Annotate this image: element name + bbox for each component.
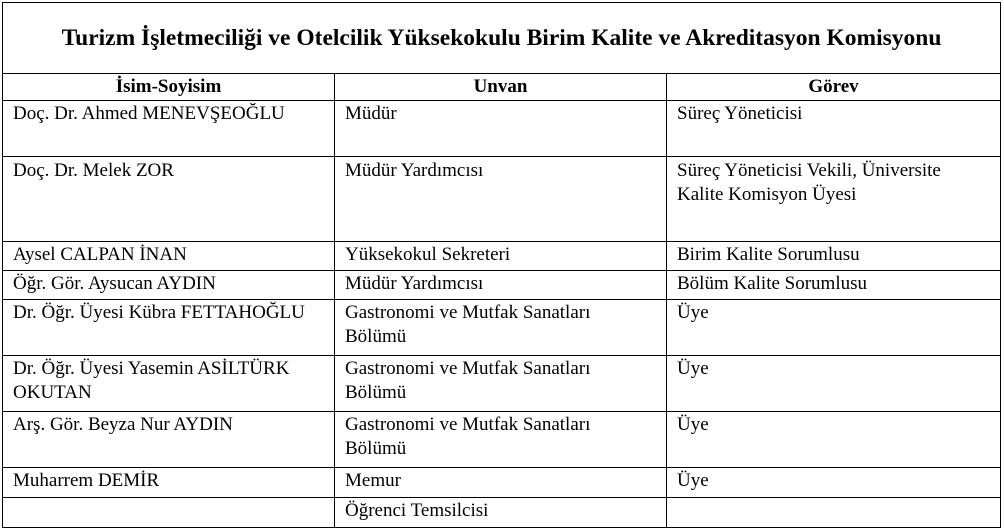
cell-role: Üye bbox=[667, 412, 1001, 468]
cell-name bbox=[3, 498, 335, 528]
table-row bbox=[3, 412, 1001, 468]
cell-name: Öğr. Gör. Aysucan AYDIN bbox=[3, 271, 335, 300]
title-row bbox=[3, 3, 1001, 74]
cell-name: Doç. Dr. Melek ZOR bbox=[3, 157, 335, 242]
cell-name: Aysel CALPAN İNAN bbox=[3, 242, 335, 271]
cell-title: Müdür Yardımcısı bbox=[335, 271, 667, 300]
table-row bbox=[3, 242, 1001, 271]
cell-role: Üye bbox=[667, 468, 1001, 498]
table-row bbox=[3, 468, 1001, 498]
cell-name: Dr. Öğr. Üyesi Yasemin ASİLTÜRK OKUTAN bbox=[3, 356, 335, 412]
cell-title: Yüksekokul Sekreteri bbox=[335, 242, 667, 271]
cell-role: Birim Kalite Sorumlusu bbox=[667, 242, 1001, 271]
header-title: Unvan bbox=[335, 74, 667, 101]
header-row bbox=[3, 74, 1001, 101]
cell-role: Süreç Yöneticisi Vekili, Üniversite Kalite Komisyon Üyesi bbox=[667, 157, 1001, 242]
cell-title: Gastronomi ve Mutfak Sanatları Bölümü bbox=[335, 300, 667, 356]
cell-title: Gastronomi ve Mutfak Sanatları Bölümü bbox=[335, 356, 667, 412]
committee-table bbox=[2, 2, 1001, 528]
cell-name: Arş. Gör. Beyza Nur AYDIN bbox=[3, 412, 335, 468]
header-role: Görev bbox=[667, 74, 1001, 101]
cell-role: Süreç Yöneticisi bbox=[667, 101, 1001, 157]
cell-title: Gastronomi ve Mutfak Sanatları Bölümü bbox=[335, 412, 667, 468]
cell-role: Bölüm Kalite Sorumlusu bbox=[667, 271, 1001, 300]
cell-title: Müdür Yardımcısı bbox=[335, 157, 667, 242]
cell-role bbox=[667, 498, 1001, 528]
table-title: Turizm İşletmeciliği ve Otelcilik Yüksekokulu Birim Kalite ve Akreditasyon Komisyonu bbox=[3, 3, 1001, 74]
table-row bbox=[3, 300, 1001, 356]
table-row bbox=[3, 101, 1001, 157]
cell-title: Müdür bbox=[335, 101, 667, 157]
cell-title: Memur bbox=[335, 468, 667, 498]
cell-role: Üye bbox=[667, 356, 1001, 412]
cell-title: Öğrenci Temsilcisi bbox=[335, 498, 667, 528]
table-row bbox=[3, 271, 1001, 300]
cell-role: Üye bbox=[667, 300, 1001, 356]
cell-name: Muharrem DEMİR bbox=[3, 468, 335, 498]
cell-name: Doç. Dr. Ahmed MENEVŞEOĞLU bbox=[3, 101, 335, 157]
table-row bbox=[3, 157, 1001, 242]
table-row bbox=[3, 498, 1001, 528]
header-name: İsim-Soyisim bbox=[3, 74, 335, 101]
table-row bbox=[3, 356, 1001, 412]
cell-name: Dr. Öğr. Üyesi Kübra FETTAHOĞLU bbox=[3, 300, 335, 356]
